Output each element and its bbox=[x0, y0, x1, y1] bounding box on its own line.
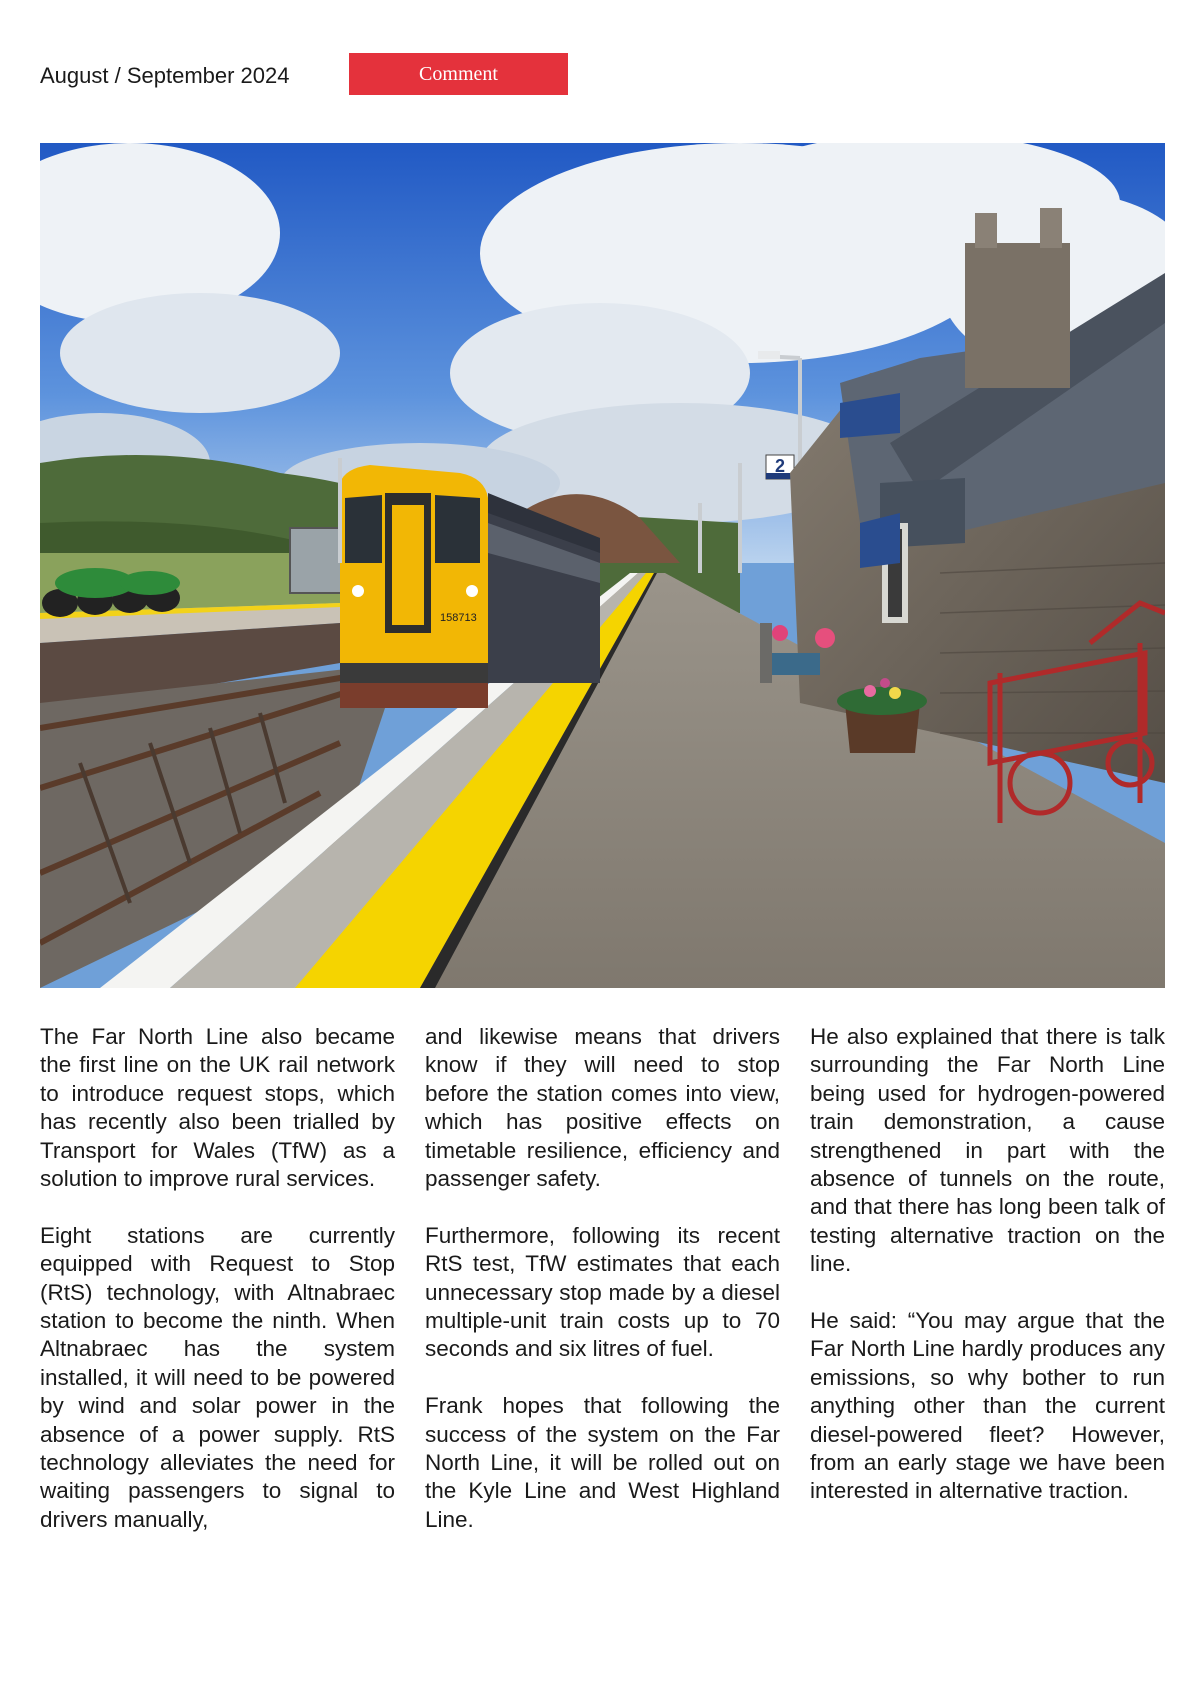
article-body bbox=[40, 1023, 1165, 1663]
train-number: 158713 bbox=[440, 612, 477, 624]
paragraph: Eight stations are currently equipped with Request to Stop (RtS) technology, with Altnabraec station to become the ninth. When Altnabraec has the system installed, it will need to be powered by wind and solar power in the absence of a power supply. RtS technology alleviates the need for waiting passengers to signal to drivers manually, bbox=[40, 1222, 395, 1532]
header-date: August / September 2024 bbox=[40, 63, 290, 88]
paragraph: The Far North Line also became the first line on the UK rail network to introduce request stops, which has recently also been trialled by Transport for Wales (TfW) as a solution to improve rural services. bbox=[40, 1024, 395, 1192]
section-tag: Comment bbox=[349, 53, 568, 95]
platform-number: 2 bbox=[774, 456, 786, 476]
paragraph: He also explained that there is talk surrounding the Far North Line being used for hydrogen-powered train demonstration, a cause strengthened in part with the absence of tunnels on the route, and that there has long been talk of testing alternative traction on the line. bbox=[810, 1024, 1165, 1277]
paragraph: and likewise means that drivers know if they will need to stop before the station comes into view, which has positive effects on timetable resilience, efficiency and passenger safety. bbox=[425, 1024, 780, 1192]
column-3 bbox=[810, 1023, 1165, 1534]
paragraph: Furthermore, following its recent RtS test, TfW estimates that each unnecessary stop made by a diesel multiple-unit train costs up to 70 seconds and six litres of fuel. bbox=[425, 1222, 780, 1362]
paragraph: He said: “You may argue that the Far North Line hardly produces any emissions, so why bother to run anything other than the current diesel-powered fleet? However, from an early stage we have been interested in alternative traction. bbox=[810, 1308, 1165, 1504]
station-photo bbox=[40, 143, 1165, 988]
column-2 bbox=[425, 1023, 780, 1563]
column-1 bbox=[40, 1023, 395, 1563]
paragraph: Frank hopes that following the success of the system on the Far North Line, it will be rolled out on the Kyle Line and West Highland Line. bbox=[425, 1393, 780, 1532]
